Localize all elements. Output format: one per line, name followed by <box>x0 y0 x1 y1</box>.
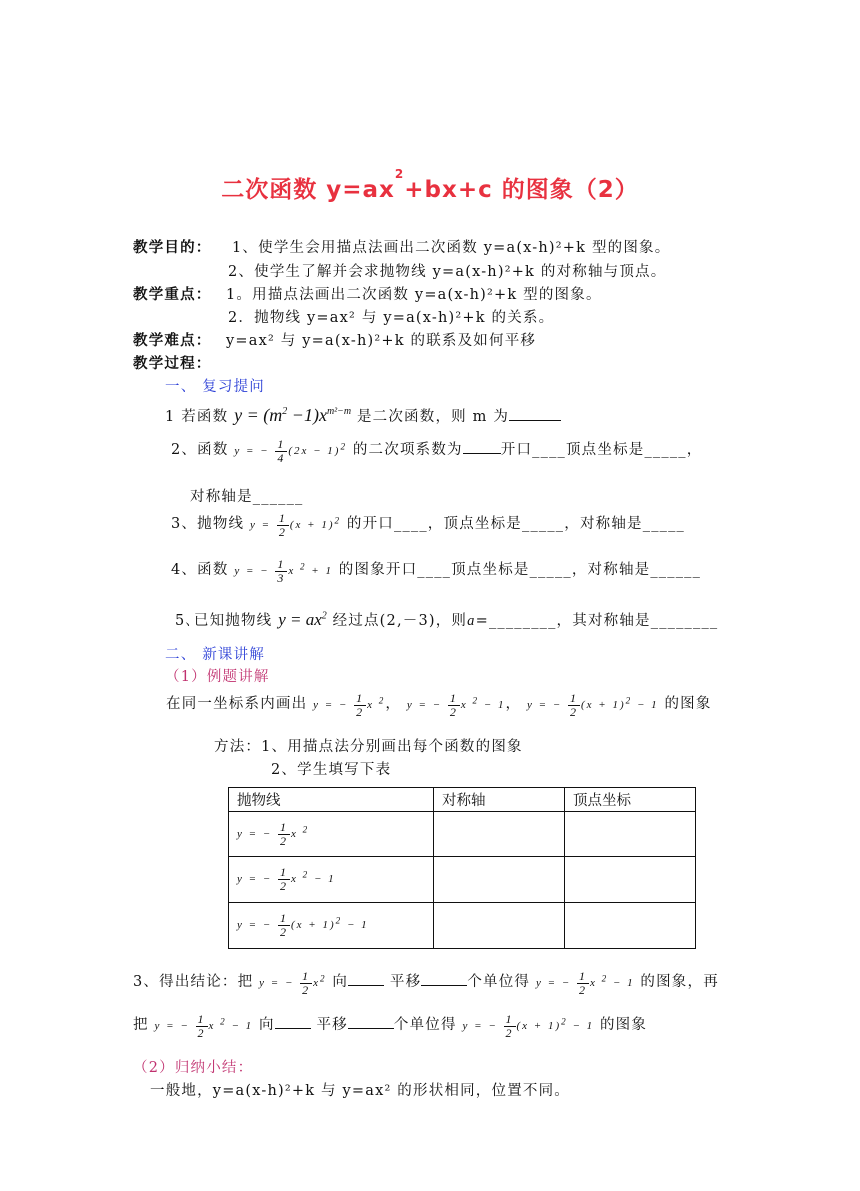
header-axis: 对称轴 <box>434 788 565 812</box>
question-1: 1 若函数 $y = (m^2 -1)x^{m^2-m}$ 是二次函数，则 m 为 <box>165 405 561 426</box>
keypoints-label: 教学重点： <box>133 286 212 303</box>
q3-formula: y = $\frac{1}{2}$ $(x + 1)^2$ <box>250 511 342 539</box>
process-label: 教学过程： <box>133 355 212 372</box>
method-line-1: 方法：1、用描点法分别画出每个函数的图象 <box>214 739 523 755</box>
example-line: 在同一坐标系内画出 y = − $\frac{1}{2}$ x $^2$， y = − $\frac{1}{2}$ x $^2$ − 1， y = − $\frac{1}{2}$ $(x + 1)^2 - 1$ 的图象 <box>166 691 712 719</box>
question-2-line2: 对称轴是______ <box>190 489 304 505</box>
q4-formula: y = − $\frac{1}{3}$ x $^2$ + 1 <box>234 557 333 585</box>
header-parabola: 抛物线 <box>229 788 434 812</box>
table-header-row <box>229 788 696 812</box>
q2-formula: y = − $\frac{1}{4}$ $(2x - 1)^2$ <box>234 437 348 465</box>
q1-formula: $y = (m^2 -1)x^{m^2-m}$ <box>234 405 352 425</box>
vertex-cell[interactable] <box>565 812 696 857</box>
keypoint-item-1: 1。用描点法画出二次函数 y=a(x-h)²+k 型的图象。 <box>226 287 602 303</box>
answer-blank <box>509 408 561 421</box>
conclusion-line-1: 3、得出结论：把 y = − $\frac{1}{2}$ $x^2$ 向 平移 个单位得 y = − $\frac{1}{2}$ x $^2$ − 1 的图象，再 <box>133 969 719 997</box>
table-row <box>229 812 696 857</box>
difficulty-label: 教学难点： <box>133 332 212 349</box>
table-row <box>229 903 696 949</box>
method-line-2: 2、学生填写下表 <box>271 762 392 778</box>
page-title: 二次函数 $y=ax^2+bx+c$ 的图象（2） <box>221 167 639 203</box>
section1-heading: 一、 复习提问 <box>165 379 266 395</box>
keypoint-item-2: 2．抛物线 y=ax² 与 y=a(x-h)²+k 的关系。 <box>228 310 555 326</box>
goal-item-1: 1、使学生会用描点法画出二次函数 y=a(x-h)²+k 型的图象。 <box>232 240 671 256</box>
question-5: 5､已知抛物线 $y = ax^2$ 经过点(2,－3)，则a=________，其对称轴是________ <box>175 610 719 629</box>
axis-cell[interactable] <box>434 812 565 857</box>
axis-cell[interactable] <box>434 857 565 903</box>
conclusion-line-2: 把 y = − $\frac{1}{2}$ x $^2$ − 1 向 平移 个单位得 y = − $\frac{1}{2}$ $(x + 1)^2 - 1$ 的图象 <box>133 1012 648 1040</box>
row-formula: y = − $\frac{1}{2}$ $(x + 1)^2 - 1$ <box>229 903 434 949</box>
difficulty-text: y=ax² 与 y=a(x-h)²+k 的联系及如何平移 <box>226 333 537 349</box>
row-formula: y = − $\frac{1}{2}$ x $^2$ − 1 <box>229 857 434 903</box>
question-3: 3、抛物线 y = $\frac{1}{2}$ $(x + 1)^2$ 的开口____，顶点坐标是_____，对称轴是_____ <box>171 511 685 539</box>
summary-heading: （2）归纳小结： <box>133 1060 254 1076</box>
summary-text: 一般地，y=a(x-h)²+k 与 y=ax² 的形状相同，位置不同。 <box>150 1083 571 1099</box>
row-formula: y = − $\frac{1}{2}$ x $^2$ <box>229 812 434 857</box>
q5-formula: $y = ax^2$ <box>278 610 327 629</box>
question-2: 2、函数 y = − $\frac{1}{4}$ $(2x - 1)^2$ 的二次项系数为 开口____顶点坐标是_____， <box>171 437 703 465</box>
section2-sub1: （1）例题讲解 <box>165 669 270 685</box>
answer-table <box>228 787 696 949</box>
section2-heading: 二、 新课讲解 <box>165 647 266 663</box>
goal-item-2: 2、使学生了解并会求抛物线 y=a(x-h)²+k 的对称轴与顶点。 <box>228 264 667 280</box>
header-vertex: 顶点坐标 <box>565 788 696 812</box>
goals-label: 教学目的： <box>133 239 212 256</box>
question-4: 4、函数 y = − $\frac{1}{3}$ x $^2$ + 1 的图象开口____顶点坐标是_____，对称轴是______ <box>171 557 702 585</box>
vertex-cell[interactable] <box>565 857 696 903</box>
axis-cell[interactable] <box>434 903 565 949</box>
vertex-cell[interactable] <box>565 903 696 949</box>
table-row <box>229 857 696 903</box>
